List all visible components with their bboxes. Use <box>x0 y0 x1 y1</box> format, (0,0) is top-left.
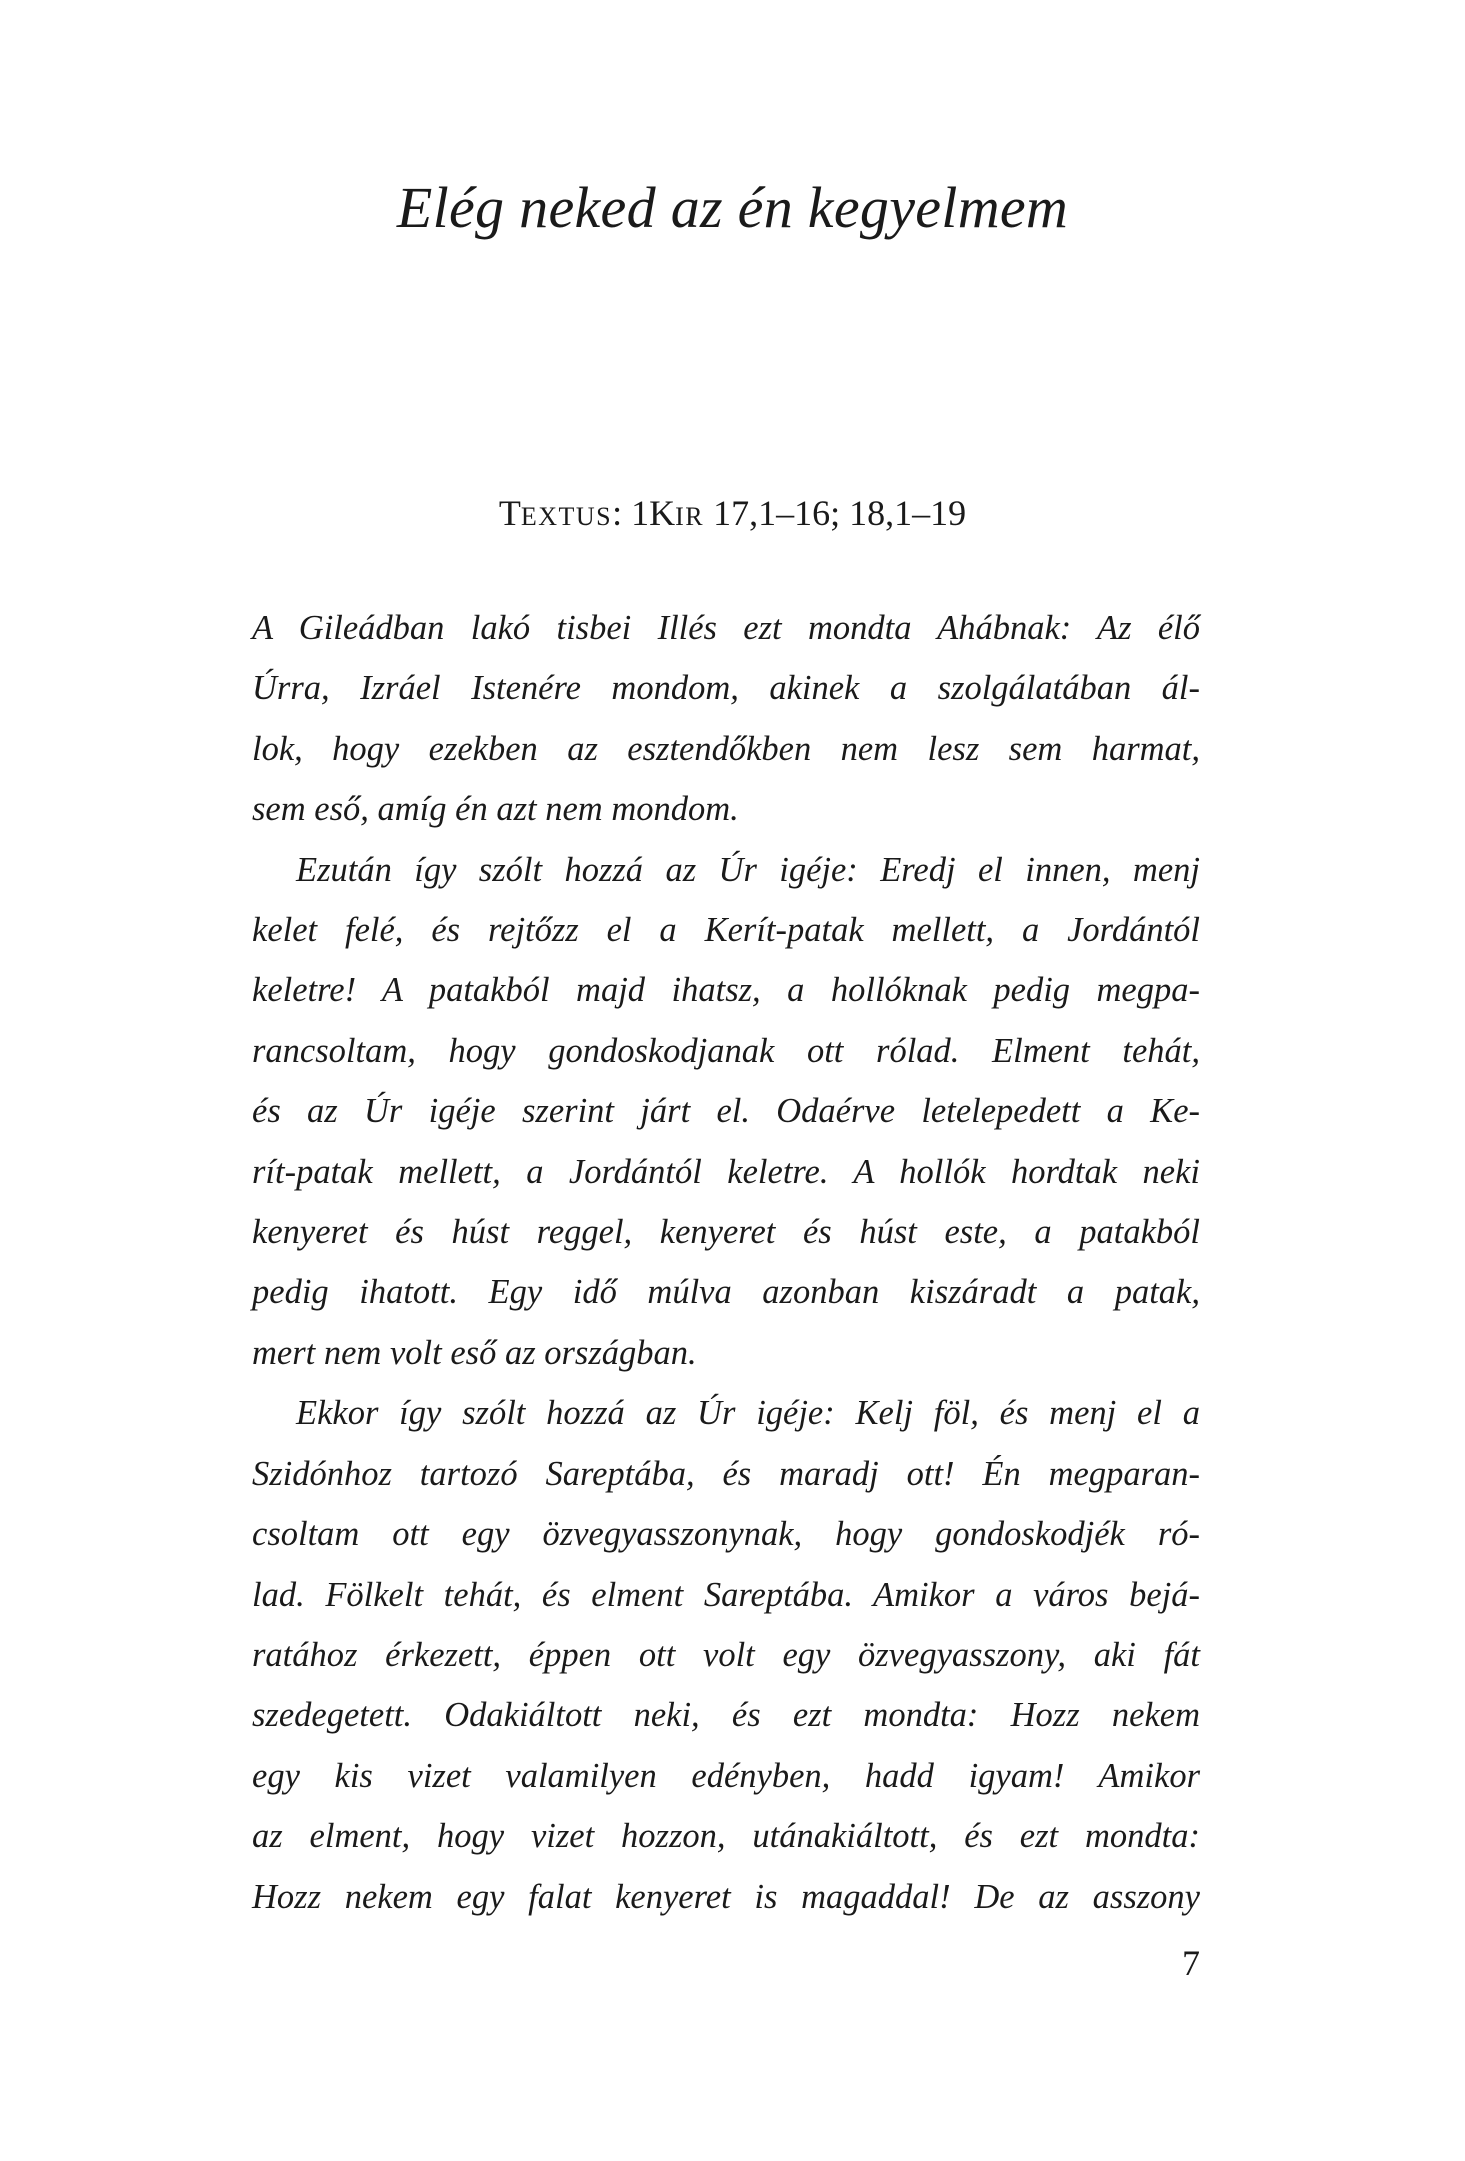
text-line: sem eső, amíg én azt nem mondom. <box>252 790 739 829</box>
text-line: Hozz nekem egy falat kenyeret is magaddal! De az asszony <box>252 1877 1200 1916</box>
text-reference-book-initial: K <box>649 493 676 533</box>
text-line: pedig ihatott. Egy idő múlva azonban kiszáradt a patak, <box>252 1273 1200 1312</box>
text-line: lok, hogy ezekben az esztendőkben nem lesz sem harmat, <box>252 729 1200 768</box>
text-reference-book-smallcaps: IR <box>675 502 705 531</box>
text-line: lad. Fölkelt tehát, és elment Sareptába. Amikor a város bejá- <box>252 1575 1200 1614</box>
text-line: az elment, hogy vizet hozzon, utánakiáltott, és ezt mondta: <box>252 1817 1200 1856</box>
text-reference-label-initial: T <box>498 493 521 533</box>
text-reference-label-smallcaps: EXTUS <box>520 502 613 531</box>
paragraph <box>252 598 1200 840</box>
text-line: szedegetett. Odakiáltott neki, és ezt mondta: Hozz nekem <box>252 1696 1200 1735</box>
text-line: egy kis vizet valamilyen edényben, hadd igyam! Amikor <box>252 1756 1200 1795</box>
text-line: kenyeret és húst reggel, kenyeret és húst este, a patakból <box>252 1213 1200 1252</box>
text-line: Úrra, Izráel Istenére mondom, akinek a szolgálatában ál- <box>252 669 1200 708</box>
paragraph <box>252 840 1200 1384</box>
text-line: Ekkor így szólt hozzá az Úr igéje: Kelj föl, és menj el a <box>296 1394 1200 1433</box>
text-line: ratához érkezett, éppen ott volt egy özvegyasszony, aki fát <box>252 1635 1200 1674</box>
paragraph <box>252 1383 1200 1927</box>
chapter-title: Elég neked az én kegyelmem <box>396 175 1069 240</box>
text-reference-colon: : 1 <box>612 493 650 533</box>
text-reference <box>0 488 1465 542</box>
scripture-passage <box>252 598 1200 1927</box>
text-line: mert nem volt eső az országban. <box>252 1333 697 1372</box>
text-reference-verses: 17,1–16; 18,1–19 <box>704 493 967 533</box>
text-line: kelet felé, és rejtőzz el a Kerít-patak mellett, a Jordántól <box>252 911 1200 950</box>
text-line: rancsoltam, hogy gondoskodjanak ott rólad. Elment tehát, <box>252 1031 1200 1070</box>
text-line: Ezután így szólt hozzá az Úr igéje: Eredj el innen, menj <box>296 850 1200 889</box>
text-line: Szidónhoz tartozó Sareptába, és maradj ott! Én megparan- <box>252 1454 1200 1493</box>
text-line: és az Úr igéje szerint járt el. Odaérve letelepedett a Ke- <box>252 1092 1200 1131</box>
text-line: keletre! A patakból majd ihatsz, a hollóknak pedig megpa- <box>252 971 1200 1010</box>
text-line: csoltam ott egy özvegyasszonynak, hogy gondoskodjék ró- <box>252 1515 1200 1554</box>
text-line: rít-patak mellett, a Jordántól keletre. A hollók hordtak neki <box>252 1152 1200 1191</box>
page-number: 7 <box>1182 1943 1200 1983</box>
text-line: A Gileádban lakó tisbei Illés ezt mondta Ahábnak: Az élő <box>252 609 1200 647</box>
